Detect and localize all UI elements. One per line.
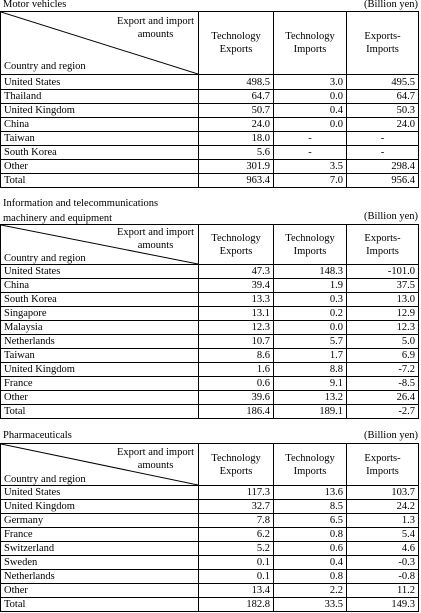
data-table [0, 11, 419, 188]
table-row [1, 500, 419, 514]
balance-cell: -0.8 [347, 570, 419, 584]
imports-cell: - [274, 146, 347, 160]
table-row [1, 279, 419, 293]
table-row [1, 160, 419, 174]
exports-cell: 6.2 [199, 528, 274, 542]
country-cell: Taiwan [1, 132, 199, 146]
imports-cell: 0.0 [274, 321, 347, 335]
column-header-balance: Exports- Imports [347, 444, 419, 486]
balance-cell: -101.0 [347, 265, 419, 279]
country-cell: Total [1, 598, 199, 612]
balance-cell: 12.9 [347, 307, 419, 321]
exports-cell: 39.4 [199, 279, 274, 293]
country-cell: Other [1, 160, 199, 174]
section-header [0, 430, 421, 442]
imports-cell: 0.3 [274, 293, 347, 307]
imports-cell: 7.0 [274, 174, 347, 188]
column-header-balance: Exports- Imports [347, 12, 419, 75]
country-cell: Singapore [1, 307, 199, 321]
exports-cell: 8.6 [199, 349, 274, 363]
country-cell: United Kingdom [1, 363, 199, 377]
imports-cell: 148.3 [274, 265, 347, 279]
table-row-total [1, 405, 419, 419]
exports-cell: 64.7 [199, 90, 274, 104]
exports-cell: 117.3 [199, 486, 274, 500]
country-cell: France [1, 377, 199, 391]
table-row [1, 542, 419, 556]
exports-cell: 13.1 [199, 307, 274, 321]
balance-cell: 4.6 [347, 542, 419, 556]
table-row [1, 486, 419, 500]
exports-cell: 0.1 [199, 556, 274, 570]
balance-cell: 11.2 [347, 584, 419, 598]
balance-cell: 37.5 [347, 279, 419, 293]
balance-cell: 956.4 [347, 174, 419, 188]
exports-cell: 0.1 [199, 570, 274, 584]
section-title: Pharmaceuticals [3, 430, 72, 441]
exports-cell: 13.3 [199, 293, 274, 307]
balance-cell: 5.4 [347, 528, 419, 542]
table-row [1, 349, 419, 363]
exports-cell: 498.5 [199, 75, 274, 90]
imports-cell: - [274, 132, 347, 146]
corner-country-label: Country and region [4, 253, 86, 264]
unit-label: (Billion yen) [364, 0, 418, 10]
table-row [1, 307, 419, 321]
balance-cell: 24.2 [347, 500, 419, 514]
table-row [1, 363, 419, 377]
balance-cell: - [347, 132, 419, 146]
table-row [1, 556, 419, 570]
country-cell: Other [1, 584, 199, 598]
section-pharmaceuticals [0, 430, 421, 613]
imports-cell: 2.2 [274, 584, 347, 598]
country-cell: Other [1, 391, 199, 405]
imports-cell: 0.2 [274, 307, 347, 321]
balance-cell: 50.3 [347, 104, 419, 118]
country-cell: Total [1, 405, 199, 419]
balance-cell: 298.4 [347, 160, 419, 174]
section-header [0, 196, 421, 224]
column-header-exports: Technology Exports [199, 444, 274, 486]
exports-cell: 7.8 [199, 514, 274, 528]
imports-cell: 13.6 [274, 486, 347, 500]
balance-cell: 13.0 [347, 293, 419, 307]
imports-cell: 1.9 [274, 279, 347, 293]
unit-label: (Billion yen) [364, 211, 418, 222]
table-corner-header [1, 12, 199, 75]
table-corner-header [1, 444, 199, 486]
exports-cell: 32.7 [199, 500, 274, 514]
country-cell: Malaysia [1, 321, 199, 335]
table-row [1, 514, 419, 528]
column-header-exports: Technology Exports [199, 225, 274, 265]
corner-country-label: Country and region [4, 61, 86, 72]
exports-cell: 301.9 [199, 160, 274, 174]
balance-cell: -8.5 [347, 377, 419, 391]
table-row [1, 90, 419, 104]
imports-cell: 189.1 [274, 405, 347, 419]
balance-cell: 5.0 [347, 335, 419, 349]
balance-cell: 24.0 [347, 118, 419, 132]
country-cell: Taiwan [1, 349, 199, 363]
table-row [1, 132, 419, 146]
country-cell: United Kingdom [1, 500, 199, 514]
imports-cell: 8.8 [274, 363, 347, 377]
imports-cell: 0.0 [274, 90, 347, 104]
exports-cell: 18.0 [199, 132, 274, 146]
corner-amounts-label: Export and import amounts [117, 447, 194, 471]
exports-cell: 186.4 [199, 405, 274, 419]
country-cell: United Kingdom [1, 104, 199, 118]
section-ict-equipment [0, 196, 421, 424]
imports-cell: 0.0 [274, 118, 347, 132]
balance-cell: -0.3 [347, 556, 419, 570]
imports-cell: 0.4 [274, 556, 347, 570]
section-title: Information and telecommunications machinery and equipment [3, 198, 159, 224]
exports-cell: 5.2 [199, 542, 274, 556]
table-row [1, 335, 419, 349]
exports-cell: 182.8 [199, 598, 274, 612]
table-row [1, 75, 419, 90]
balance-cell: 26.4 [347, 391, 419, 405]
column-header-imports: Technology Imports [274, 444, 347, 486]
column-header-imports: Technology Imports [274, 225, 347, 265]
exports-cell: 50.7 [199, 104, 274, 118]
balance-cell: 495.5 [347, 75, 419, 90]
country-cell: Netherlands [1, 335, 199, 349]
country-cell: South Korea [1, 146, 199, 160]
balance-cell: -2.7 [347, 405, 419, 419]
imports-cell: 33.5 [274, 598, 347, 612]
column-header-exports: Technology Exports [199, 12, 274, 75]
exports-cell: 963.4 [199, 174, 274, 188]
country-cell: United States [1, 265, 199, 279]
balance-cell: 12.3 [347, 321, 419, 335]
country-cell: China [1, 279, 199, 293]
table-row [1, 528, 419, 542]
imports-cell: 6.5 [274, 514, 347, 528]
table-row [1, 570, 419, 584]
country-cell: Thailand [1, 90, 199, 104]
exports-cell: 13.4 [199, 584, 274, 598]
country-cell: Sweden [1, 556, 199, 570]
country-cell: France [1, 528, 199, 542]
table-row [1, 377, 419, 391]
imports-cell: 0.8 [274, 570, 347, 584]
country-cell: United States [1, 486, 199, 500]
country-cell: United States [1, 75, 199, 90]
balance-cell: 64.7 [347, 90, 419, 104]
balance-cell: -7.2 [347, 363, 419, 377]
country-cell: Germany [1, 514, 199, 528]
balance-cell: 149.3 [347, 598, 419, 612]
country-cell: Switzerland [1, 542, 199, 556]
section-title: Motor vehicles [3, 0, 67, 10]
imports-cell: 5.7 [274, 335, 347, 349]
corner-amounts-label: Export and import amounts [117, 16, 194, 40]
balance-cell: 103.7 [347, 486, 419, 500]
imports-cell: 9.1 [274, 377, 347, 391]
country-cell: Total [1, 174, 199, 188]
imports-cell: 3.5 [274, 160, 347, 174]
corner-country-label: Country and region [4, 474, 86, 485]
table-row-total [1, 598, 419, 612]
country-cell: Netherlands [1, 570, 199, 584]
balance-cell: 1.3 [347, 514, 419, 528]
data-table [0, 224, 419, 419]
imports-cell: 13.2 [274, 391, 347, 405]
country-cell: South Korea [1, 293, 199, 307]
exports-cell: 0.6 [199, 377, 274, 391]
table-row-total [1, 174, 419, 188]
data-table [0, 443, 419, 612]
table-row [1, 265, 419, 279]
imports-cell: 3.0 [274, 75, 347, 90]
exports-cell: 10.7 [199, 335, 274, 349]
balance-cell: 6.9 [347, 349, 419, 363]
column-header-balance: Exports- Imports [347, 225, 419, 265]
section-motor-vehicles [0, 0, 421, 188]
exports-cell: 24.0 [199, 118, 274, 132]
table-row [1, 391, 419, 405]
exports-cell: 39.6 [199, 391, 274, 405]
corner-amounts-label: Export and import amounts [117, 227, 194, 251]
exports-cell: 12.3 [199, 321, 274, 335]
exports-cell: 47.3 [199, 265, 274, 279]
balance-cell: - [347, 146, 419, 160]
imports-cell: 1.7 [274, 349, 347, 363]
column-header-imports: Technology Imports [274, 12, 347, 75]
imports-cell: 0.8 [274, 528, 347, 542]
imports-cell: 0.4 [274, 104, 347, 118]
country-cell: China [1, 118, 199, 132]
unit-label: (Billion yen) [364, 430, 418, 441]
table-row [1, 104, 419, 118]
table-corner-header [1, 225, 199, 265]
table-row [1, 118, 419, 132]
table-row [1, 293, 419, 307]
exports-cell: 1.6 [199, 363, 274, 377]
exports-cell: 5.6 [199, 146, 274, 160]
imports-cell: 8.5 [274, 500, 347, 514]
table-row [1, 584, 419, 598]
table-row [1, 321, 419, 335]
imports-cell: 0.6 [274, 542, 347, 556]
table-row [1, 146, 419, 160]
